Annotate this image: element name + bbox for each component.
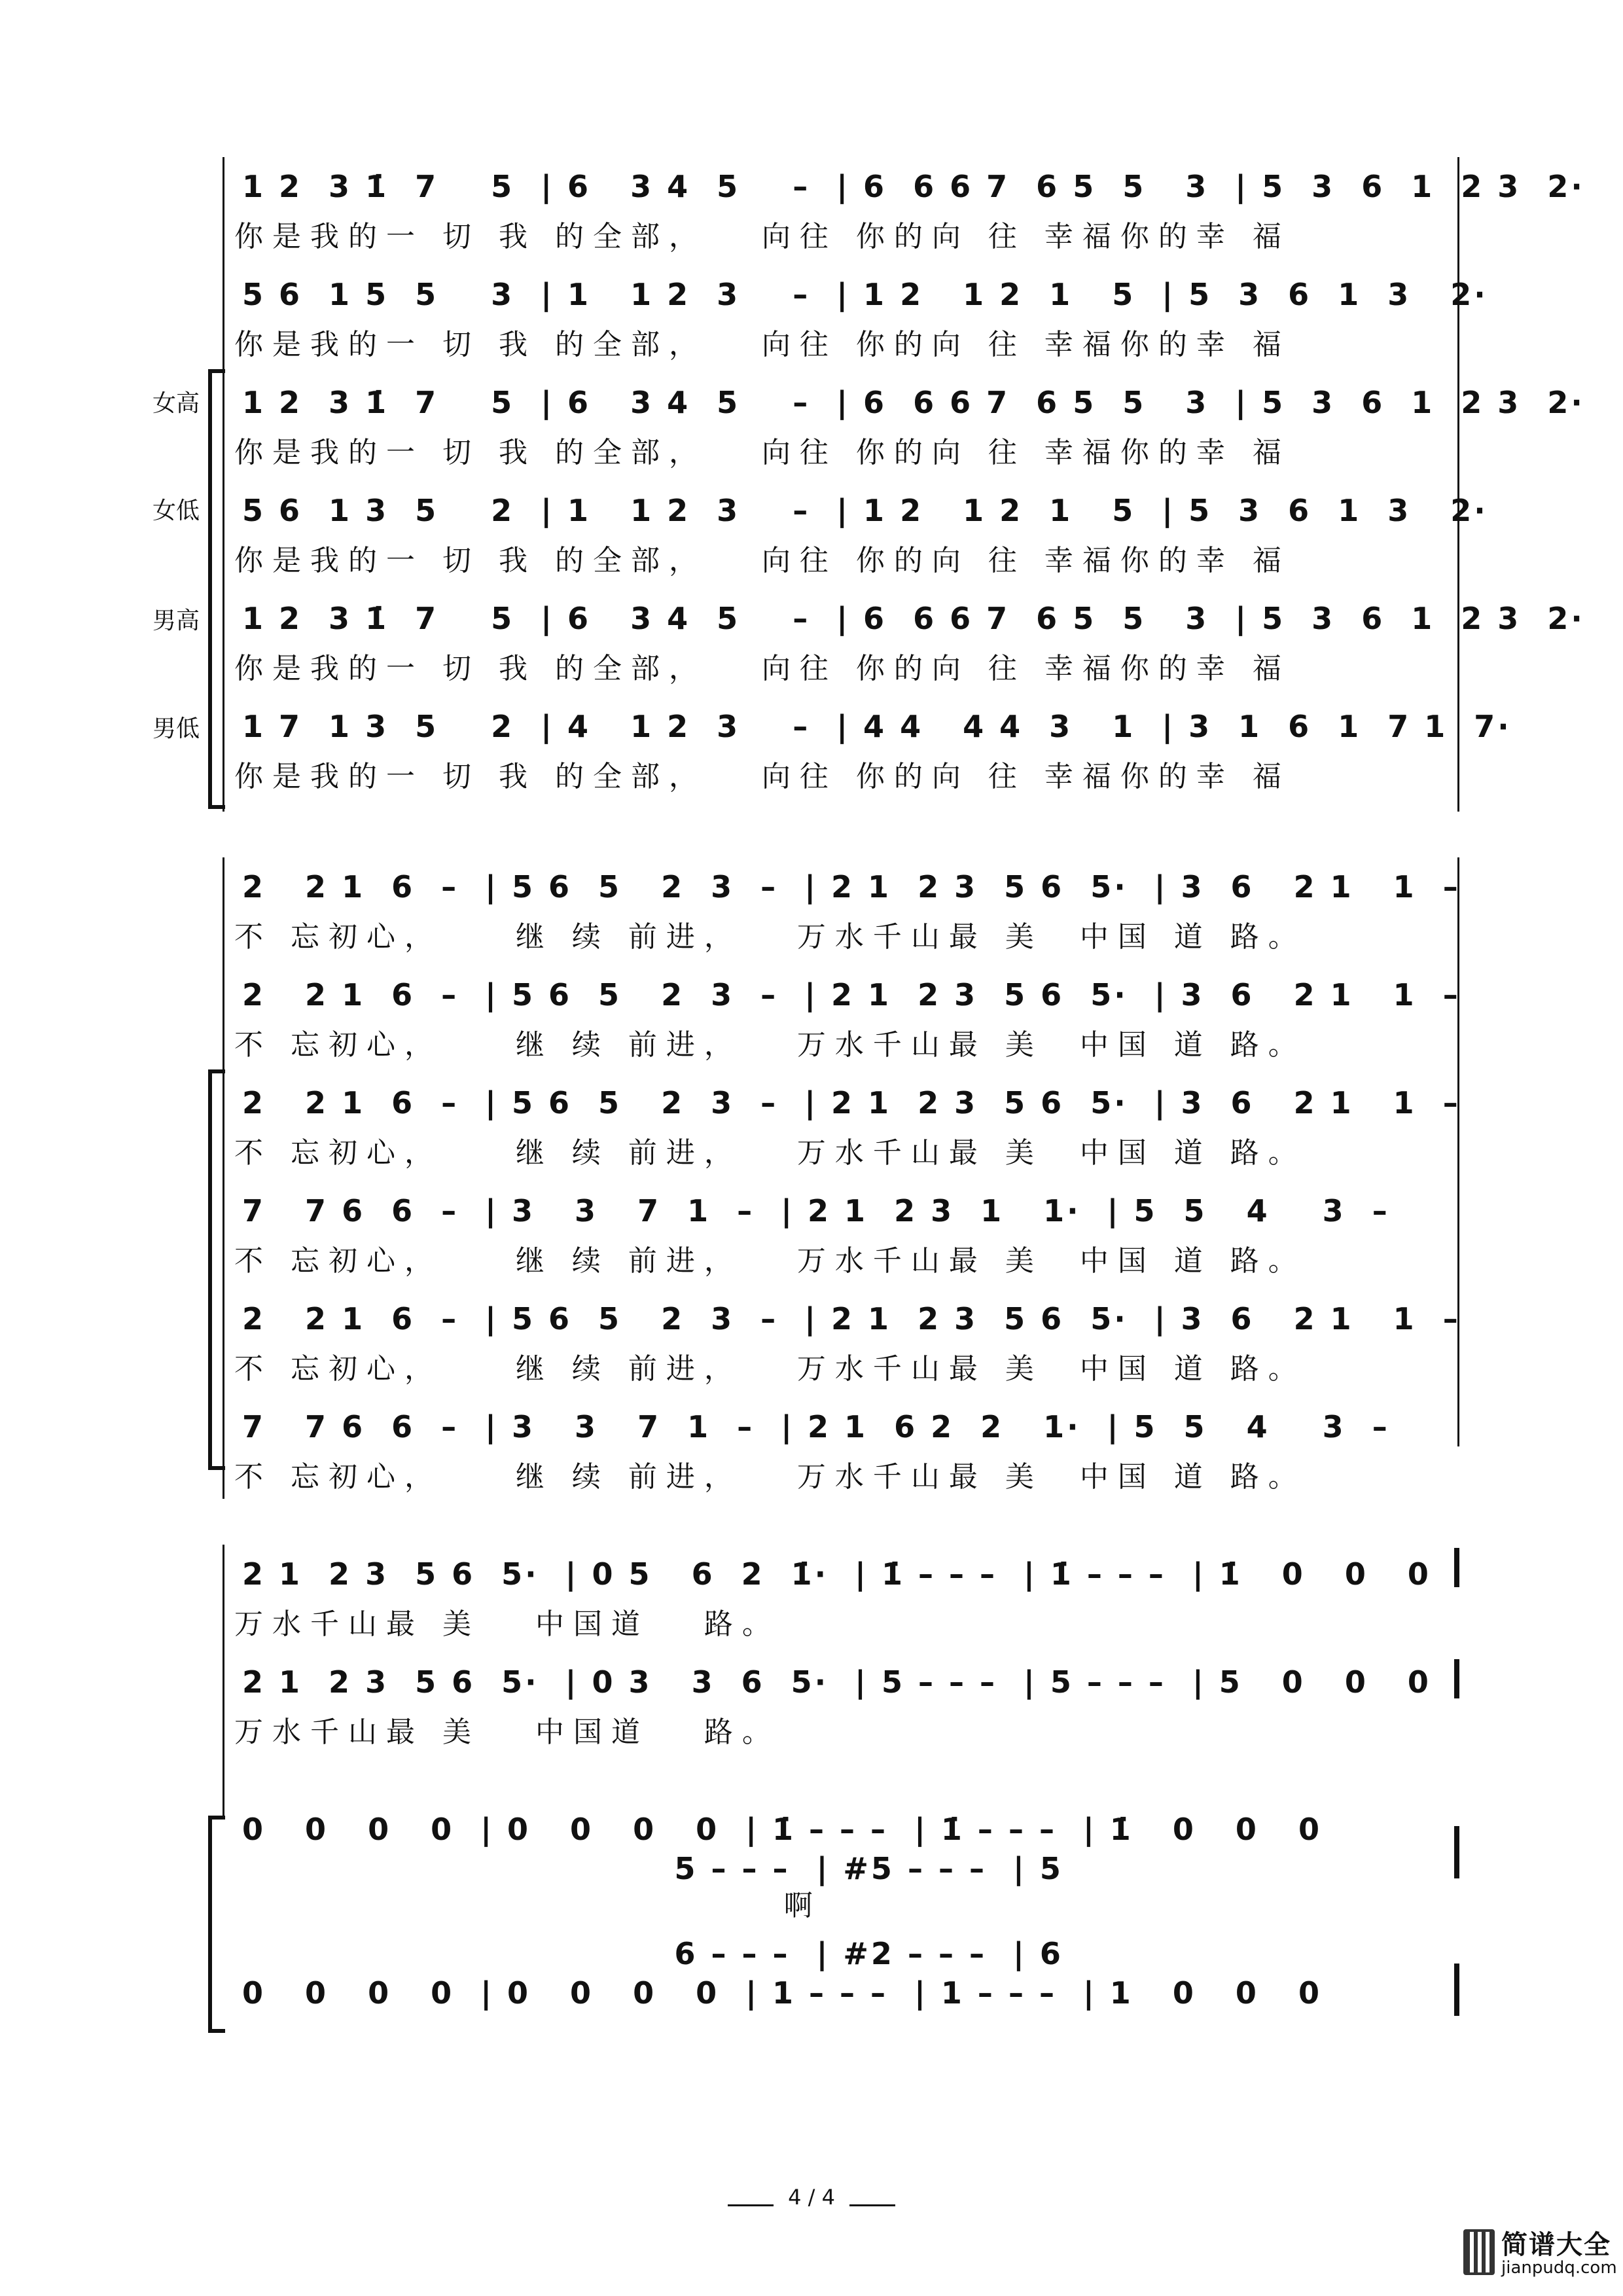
footer-rule-left	[728, 2191, 774, 2206]
staff-row	[223, 1659, 1466, 1749]
lyrics-line: 不 忘初心， 继 续 前进， 万水千山最 美 中国 道 路。	[234, 1244, 1306, 1278]
staff-row	[223, 1404, 1466, 1494]
lyrics-line: 不 忘初心， 继 续 前进， 万水千山最 美 中国 道 路。	[234, 1460, 1306, 1494]
lyrics-line: 你是我的一 切 我 的全部， 向往 你的向 往 幸福你的幸 福	[234, 328, 1291, 361]
notation-line: 5 6 1 3 5 2 | 1 1 2 3 – | 1 2 1 2 1 5 | 5 3 6 1 3 2·	[242, 493, 1488, 528]
system-2	[223, 851, 1466, 1505]
staff-row	[223, 1188, 1466, 1278]
notation-line: 0 0 0 0 | 0 0 0 0 | 1 – – – | 1 – – – | 1 0 0 0	[242, 1975, 1322, 2011]
staff-row	[223, 1080, 1466, 1170]
choir-bracket	[208, 1820, 219, 2029]
notation-line: 7 7 6 6 – | 3 3 7 1 – | 2 1 2 3 1 1· | 5 5 4 3 –	[242, 1193, 1390, 1229]
notation-line: 5 6 1 5 5 3 | 1 1 2 3 – | 1 2 1 2 1 5 | 5 3 6 1 3 2·	[242, 277, 1488, 312]
notation-line: 2 1 2 3 5 6 5· | 0 3 3 6 5· | 5 – – – | 5 – – – | 5 0 0 0	[242, 1664, 1431, 1700]
lyrics-line: 啊	[234, 1889, 822, 1922]
staff-row	[223, 488, 1488, 577]
lyrics-line: 不 忘初心， 继 续 前进， 万水千山最 美 中国 道 路。	[234, 1352, 1306, 1386]
notation-line: 2 2 1 6 – | 5 6 5 2 3 – | 2 1 2 3 5 6 5· | 3 6 2 1 1 –	[242, 977, 1461, 1013]
choir-bracket	[208, 1073, 219, 1466]
notation-line: 0 0 0 0 | 0 0 0 0 | 1̇ – – – | 1̇ – – – | 1̇ 0 0 0	[242, 1812, 1322, 1847]
staff-row	[223, 380, 1585, 469]
staff-row	[223, 1970, 1466, 2049]
system-left-barline	[223, 857, 224, 1499]
footer-rule-right	[849, 2191, 895, 2206]
part-label-tenor: 男高	[152, 607, 200, 634]
lyrics-line: 你是我的一 切 我 的全部， 向往 你的向 往 幸福你的幸 福	[234, 652, 1291, 685]
notation-line: 1 2 3 1̇ 7 5 | 6 3 4 5 – | 6 6 6 7 6 5 5 3 | 5 3 6 1 2 3 2·	[242, 601, 1585, 636]
lyrics-line: 不 忘初心， 继 续 前进， 万水千山最 美 中国 道 路。	[234, 920, 1306, 954]
notation-line: 2 2 1 6 – | 5 6 5 2 3 – | 2 1 2 3 5 6 5· | 3 6 2 1 1 –	[242, 1301, 1461, 1336]
staff-row	[223, 272, 1488, 361]
lyrics-line: 不 忘初心， 继 续 前进， 万水千山最 美 中国 道 路。	[234, 1136, 1306, 1170]
lyrics-line: 你是我的一 切 我 的全部， 向往 你的向 往 幸福你的幸 福	[234, 544, 1291, 577]
part-label-bass: 男低	[152, 715, 200, 742]
notation-line: 1 2 3 1̇ 7 5 | 6 3 4 5 – | 6 6 6 7 6 5 5 3 | 5 3 6 1 2 3 2·	[242, 385, 1585, 420]
staff-row	[223, 164, 1585, 253]
lyrics-line: 你是我的一 切 我 的全部， 向往 你的向 往 幸福你的幸 福	[234, 436, 1291, 469]
staff-row	[223, 596, 1585, 685]
page-footer	[0, 2185, 1623, 2210]
lyrics-line: 你是我的一 切 我 的全部， 向往 你的向 往 幸福你的幸 福	[234, 220, 1291, 253]
notation-line: 2 1 2 3 5 6 5· | 0 5 6 2 1̇· | 1̇ – – – | 1̇ – – – | 1̇ 0 0 0	[242, 1556, 1431, 1592]
site-logo	[1463, 2224, 1617, 2283]
staff-row	[223, 1296, 1466, 1386]
staff-row	[223, 972, 1466, 1062]
lyrics-line: 万水千山最 美 中国道 路。	[234, 1607, 780, 1641]
lyrics-line: 不 忘初心， 继 续 前进， 万水千山最 美 中国 道 路。	[234, 1028, 1306, 1062]
logo-url: jianpudq.com	[1501, 2258, 1617, 2278]
staff-row	[223, 704, 1512, 793]
notation-line: 2 2 1 6 – | 5 6 5 2 3 – | 2 1 2 3 5 6 5· | 3 6 2 1 1 –	[242, 1085, 1461, 1121]
lyrics-line: 万水千山最 美 中国道 路。	[234, 1715, 780, 1749]
notation-line: 2 2 1 6 – | 5 6 5 2 3 – | 2 1 2 3 5 6 5· | 3 6 2 1 1 –	[242, 869, 1461, 905]
page-number: 4 / 4	[788, 2185, 835, 2210]
system-3	[223, 1538, 1466, 2036]
notation-line: 1 2 3 1̇ 7 5 | 6 3 4 5 – | 6 6 6 7 6 5 5 3 | 5 3 6 1 2 3 2·	[242, 169, 1585, 204]
part-label-alto: 女低	[152, 497, 200, 524]
choir-bracket	[208, 373, 219, 805]
system-1	[152, 151, 1585, 818]
staff-row	[223, 1551, 1466, 1641]
lyrics-line: 你是我的一 切 我 的全部， 向往 你的向 往 幸福你的幸 福	[234, 760, 1291, 793]
staff-row	[223, 1846, 1466, 1924]
notation-line: 7 7 6 6 – | 3 3 7 1 – | 2 1 6 2 2 1· | 5 5 4 3 –	[242, 1409, 1390, 1444]
piano-logo-icon	[1463, 2229, 1495, 2275]
logo-title: 简谱大全	[1501, 2230, 1611, 2260]
notation-line: 6 – – – | #2 – – – | 6	[242, 1936, 1063, 1971]
notation-line: 5 – – – | #5 – – – | 5	[242, 1851, 1063, 1886]
part-label-soprano: 女高	[152, 390, 200, 417]
staff-row	[223, 864, 1466, 954]
notation-line: 1 7 1 3 5 2 | 4 1 2 3 – | 4 4 4 4 3 1 | 3 1 6 1 7 1 7·	[242, 709, 1512, 744]
